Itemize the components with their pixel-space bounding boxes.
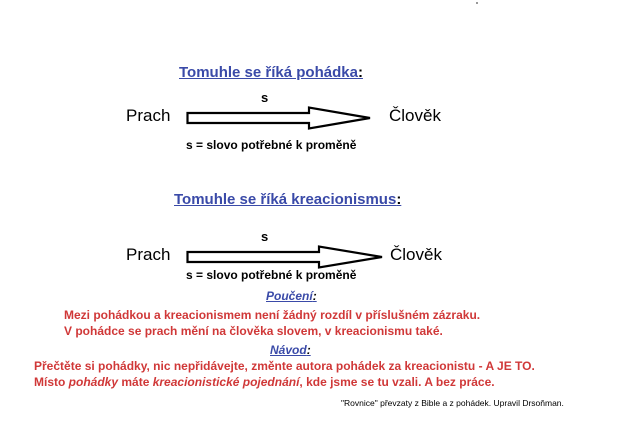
instructions-line-2 xyxy=(34,375,495,389)
fairy-tale-arrow-label: s xyxy=(261,90,269,105)
fairy-tale-heading: Tomuhle se říká pohádka: xyxy=(179,64,363,81)
instructions-line-2-emphasis-2: kreacionistické pojednání xyxy=(152,375,300,389)
instructions-line-2-emphasis-1: pohádky xyxy=(68,375,119,389)
lesson-heading: Poučení: xyxy=(266,289,317,303)
creationism-arrow xyxy=(186,245,386,269)
creationism-left-word: Prach xyxy=(126,245,171,264)
lesson-line-1: Mezi pohádkou a kreacionismem není žádný rozdíl v příslušném zázraku. xyxy=(64,308,481,322)
fairy-tale-definition: s = slovo potřebné k proměně xyxy=(186,138,357,152)
creationism-heading: Tomuhle se říká kreacionismus: xyxy=(174,191,402,208)
instructions-line-2-part-3: , kde jsme se tu vzali. A bez práce. xyxy=(299,375,495,389)
instructions-line-2-part-2: máte xyxy=(118,375,153,389)
fairy-tale-title: Tomuhle se říká pohádka xyxy=(179,64,358,81)
lesson-title: Poučení xyxy=(266,289,313,303)
creationism-right-word: Člověk xyxy=(390,245,442,264)
fairy-tale-right-word: Člověk xyxy=(389,106,441,125)
instructions-heading: Návod: xyxy=(270,343,311,357)
creationism-title: Tomuhle se říká kreacionismus xyxy=(174,191,397,208)
instructions-title: Návod xyxy=(270,343,307,357)
fairy-tale-arrow xyxy=(186,106,376,130)
credit-line: "Rovnice" převzaty z Bible a z pohádek. Upravil Drsoňman. xyxy=(341,398,564,408)
fairy-tale-left-word: Prach xyxy=(126,106,171,125)
instructions-line-2-part-1: Místo xyxy=(34,375,69,389)
creationism-definition: s = slovo potřebné k proměně xyxy=(186,268,357,282)
speck xyxy=(476,2,478,4)
instructions-line-1: Přečtěte si pohádky, nic nepřidávejte, změnte autora pohádek za kreacionistu - A JE TO. xyxy=(34,359,535,373)
creationism-arrow-label: s xyxy=(261,229,269,244)
lesson-line-2: V pohádce se prach mění na člověka slovem, v kreacionismu také. xyxy=(64,324,443,338)
